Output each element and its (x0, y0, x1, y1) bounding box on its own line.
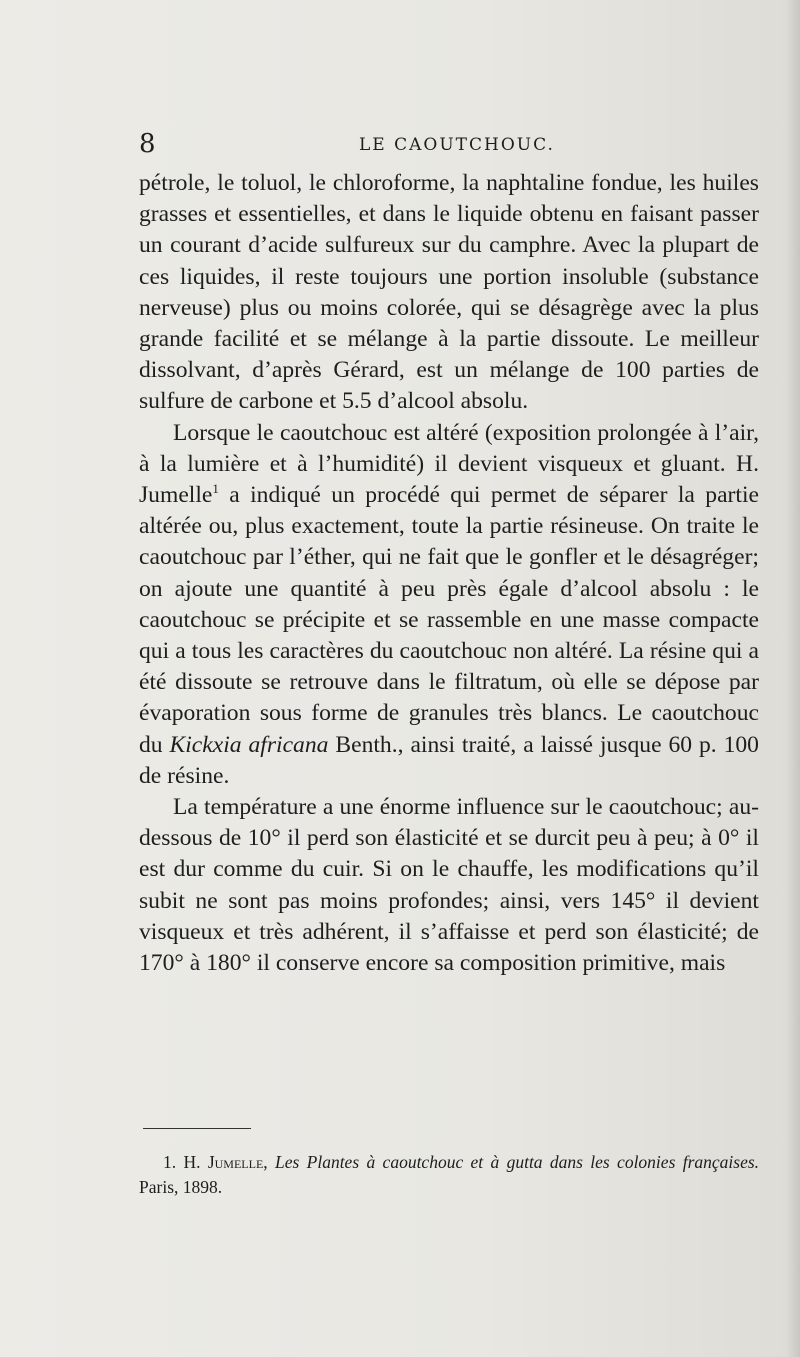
page-edge-shadow (786, 0, 800, 1357)
paragraph-1: pétrole, le toluol, le chloroforme, la naphtaline fondue, les huiles grasses et essentielles, et dans le liquide obtenu en faisant passer un courant d’acide sulfureux sur du camphre. Avec la plupart de ces liquides, il reste toujours une portion insoluble (substance nerveuse) plus ou moins colorée, qui se désagrège avec la plus grande facilité et se mélange à la partie dissoute. Le meilleur dissolvant, d’après Gérard, est un mélange de 100 parties de sulfure de carbone et 5.5 d’alcool absolu. (139, 170, 759, 415)
paragraph-2-start: Lorsque le caoutchouc est altéré (exposition prolongée à l’air, à la lumière et à l’humidité) il devient visqueux et gluant. H. Jumelle (139, 419, 759, 509)
footnote-publication: Paris, 1898. (139, 1177, 223, 1197)
footnote-rule (143, 1128, 251, 1129)
paragraph-2-middle: a indiqué un procédé qui permet de séparer la partie altérée ou, plus exactement, toute la partie résineuse. On traite le caoutchouc par l’éther, qui ne fait que le gonfler et le désagréger; on ajoute une quantité à peu près égale d’alcool absolu : le caoutchouc se précipite et se rassemble en une masse compacte qui a tous les caractères du caoutchouc non altéré. La résine qui a été dissoute se retrouve dans le filtratum, où elle se dépose par évaporation sous forme de granules très blancs. Le caoutchouc du (139, 482, 759, 758)
paragraph-2 (139, 418, 759, 792)
footnote-title: Les Plantes à caoutchouc et à gutta dans les colonies françaises. (275, 1152, 760, 1172)
page-number: 8 (139, 129, 156, 159)
footnote (139, 1150, 759, 1200)
running-title: LE CAOUTCHOUC. (359, 135, 555, 155)
page-header (139, 128, 759, 160)
footnote-number: 1. (163, 1152, 177, 1172)
footnote-reference: 1 (212, 481, 219, 497)
species-name: Kickxia africana (169, 731, 329, 758)
main-text (139, 168, 759, 979)
footnote-author: H. Jumelle, (183, 1152, 268, 1172)
paragraph-2-end: Benth., ainsi traité, a laissé jusque 60 p. 100 de résine. (139, 731, 759, 789)
paragraph-3: La température a une énorme influence sur le caoutchouc; au-dessous de 10° il perd son élasticité et se durcit peu à peu; à 0° il est dur comme du cuir. Si on le chauffe, les modifications qu’il subit ne sont pas moins profondes; ainsi, vers 145° il devient visqueux et très adhérent, il s’affaisse et perd son élasticité; de 170° à 180° il conserve encore sa composition primitive, mais (139, 794, 759, 977)
